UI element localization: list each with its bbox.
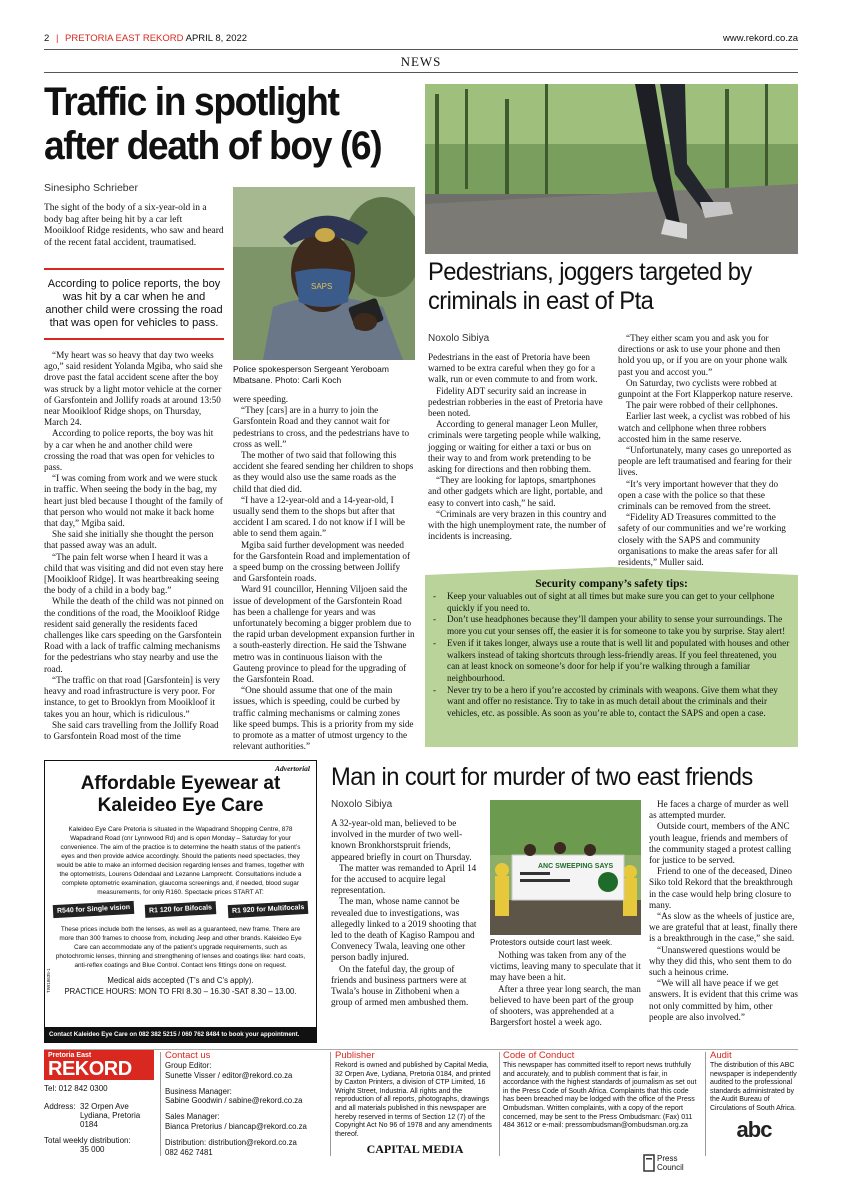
story3-byline: Noxolo Sibiya: [331, 799, 393, 810]
story2-headline: Pedestrians, joggers targeted by criminals in east of Pta: [428, 258, 752, 315]
story1-paragraph: were speeding.: [233, 394, 289, 404]
price-multifocals: R1 920 for Multifocals: [227, 901, 308, 918]
address-line: Lydiana, Pretoria: [80, 1111, 141, 1120]
medical-aid-note: Medical aids accepted (T’s and C’s apply).: [107, 976, 254, 985]
story1-paragraph: Mgiba said further development was needed for the Garsfontein Road and implementation of a speed bump on the crossing between Jollify and Garsfontein roads.: [233, 539, 411, 584]
story1-standfirst: The sight of the body of a six-year-old in a body bag after being hit by a car left Mooikloof Ridge residents, who saw and heard of the recent fatal accident, traumatised.: [44, 203, 224, 248]
story1-paragraph: “The traffic on that road [Garsfontein] is very heavy and road infrastructure is very poor. For instance, to get to Brooklyn from Mooikloof it takes you an hour, which is ridiculous.”: [44, 674, 220, 719]
story3-paragraph: The man, whose name cannot be revealed due to investigations, was allegedly linked to a 2019 shooting that led to the death of Kagiso Rampou and Convenecy Twala, leaving one other person badly injured.: [331, 896, 477, 963]
masthead-region: Pretoria East: [48, 1052, 92, 1059]
address-line: 0184: [80, 1120, 98, 1129]
footer-divider: [330, 1052, 331, 1156]
story2-paragraph: Pedestrians in the east of Pretoria have been warned to be extra careful when they go for a walk, run or even commute to and from work.: [428, 352, 598, 385]
protest-photo-caption: Protestors outside court last week.: [490, 938, 613, 947]
price-badges: [53, 903, 308, 916]
story1-paragraph: She said she initially she thought the person that passed away was an adult.: [44, 529, 214, 551]
story2-paragraph: On Saturday, two cyclists were robbed at gunpoint at the Fort Klapperkop nature reserve.: [618, 377, 793, 400]
story1-paragraph: “One should assume that one of the main issues, which is speeding, could be curbed by traffic calming mechanisms or calming zones like speed bumps. This is a priority from my side to promote as a matter of utmost urgency to the relevant authorities.”: [233, 685, 414, 752]
jogger-image: [425, 84, 798, 254]
story2-column-2: [618, 333, 798, 568]
contact-title: Contact us: [165, 1050, 211, 1061]
story3-paragraph: “We will all have peace if we get answers. It is evident that this crime was not only committed by him, other people are also involved.”: [649, 978, 799, 1022]
protest-banner-text: ANC SWEEPING SAYS: [538, 863, 614, 870]
story1-column-2: [233, 394, 415, 753]
safety-tip: - Keep your valuables out of sight at all times but make sure you can get to your cellphone quickly if you need to.: [433, 591, 775, 613]
safety-tip: - Never try to be a hero if you’re accosted by criminals with weapons. Give them what they want and offer no resistance. Try to take in as much detail about the criminals and their vehicles, etc. as possible. As soon as you’re able to, contact the SAPS and open a case.: [433, 684, 778, 719]
story3-paragraph: The matter was remanded to April 14 for the accused to acquire legal representation.: [331, 862, 477, 896]
story1-paragraph: She said cars travelling from the Jollify Road to Garsfontein Road most of the time: [44, 719, 219, 741]
advert-body-1: Kaleideo Eye Care Pretoria is situated in the Wapadrand Shopping Centre, 878 Wapadrand Road (cnr Lynnwood Rd) and is open Monday – Saturday for your convenience. The aim of the practice is to determine the health status of the patient’s eyes and then provide advice accordingly. Should the patients need spectacles, they would be able to make an informed decision regarding lenses and frames, together with the optometrists, Lourens Odendaal and Lezanne Lamprecht. Consultations include a complete optometric examination, glaucoma screenings and, if needed, blood sugar measurements, for only R160. Spectacle prices START AT:: [56, 826, 305, 896]
press-council-word: Press: [657, 1154, 678, 1163]
page-number: 2: [44, 33, 50, 44]
publisher-text: Rekord is owned and published by Capital Media, 32 Orpen Ave, Lydiana, Pretoria 0184, and printed by Caxton Printers, a division of CTP Limited, 16 Wright Street, Industria. All rights and the reproduction of all reports, photographs, drawings and all materials published in this newspaper are hereby reserved in terms of Section 12 (7) of the Copyright Act No 96 of 1978 and any amendments thereof.: [335, 1062, 492, 1138]
story1-paragraph: “My heart was so heavy that day two weeks ago,” said resident Yolanda Mgiba, who said she drove past the fatal accident scene after the boy was struck by a light motor vehicle at the corner of Garsfontein and Jollify roads at around 13:50 near Mooikloof Ridge shops, on Thursday, March 24.: [44, 350, 223, 428]
story3-paragraph: He faces a charge of murder as well as attempted murder.: [649, 799, 789, 821]
header-separator: |: [55, 33, 59, 44]
protest-photo: [490, 800, 641, 935]
safety-tip-text: Even if it takes longer, always use a route that is well lit and populated with houses and other walkers instead of taking shortcuts through less-friendly areas. If you feel threatened, you can at least knock on someone’s door for help if you’re walking through a familiar neighbourhood.: [447, 637, 790, 683]
story1-pullquote: According to police reports, the boy was hit by a car when he and another child were crossing the road that was open for vehicles to pass.: [45, 278, 223, 329]
advert-side-code: TIW18635-1: [46, 968, 51, 993]
issue-date: APRIL 8, 2022: [185, 33, 248, 44]
pullquote-bottom-rule: [44, 338, 224, 340]
audit-title: Audit: [710, 1050, 732, 1061]
pullquote-top-rule: [44, 268, 224, 270]
story2-paragraph: “Unfortunately, many cases go unreported as people are left traumatised and fearing for their lives.: [618, 445, 792, 478]
police-photo-caption: Police spokesperson Sergeant Yeroboam Mbatsane. Photo: Carli Koch: [233, 364, 389, 385]
contact-line: Group Editor:: [165, 1061, 212, 1070]
story3-paragraph: Outside court, members of the ANC youth league, friends and members of the community staged a protest calling for justice to be served.: [649, 821, 792, 866]
masthead-title: REKORD: [48, 1058, 132, 1080]
header-rule: [44, 49, 798, 50]
footer-telephone: Tel: 012 842 0300: [44, 1084, 108, 1093]
police-photo: [233, 187, 415, 360]
address-label: Address:: [44, 1102, 76, 1111]
story3-paragraph: “As slow as the wheels of justice are, we are grateful that at least, finally there is a breakthrough in the case,” she said.: [649, 911, 798, 944]
footer-masthead: [44, 1050, 156, 1154]
safety-tips-box: [425, 575, 798, 747]
story2-paragraph: Fidelity ADT security said an increase in pedestrian robberies in the east of Pretoria have been noted.: [428, 385, 603, 419]
story1-headline: Traffic in spotlight after death of boy (6): [44, 80, 382, 168]
story3-column-1: [331, 818, 481, 1008]
story3-paragraph: A 32-year-old man, believed to be involved in the murder of two well-known Bronkhorstspruit friends, appeared briefly in court on Thursday.: [331, 818, 472, 862]
abc-logo: abc: [736, 1116, 772, 1142]
advert-contact-bar[interactable]: Contact Kaleideo Eye Care on 082 382 5215 / 060 762 8484 to book your appointment.: [45, 1027, 316, 1042]
footer-divider: [499, 1052, 500, 1156]
press-council-icon: [643, 1154, 655, 1172]
tips-box-notch: [425, 567, 798, 575]
advert-body-2: These prices include both the lenses, as well as a guaranteed, new frame. There are more than 300 frames to choose from, including Jeep and other brands. Kaleideo Eye Care can accommodate any of the patient’s upgrade requirements, such as photochromic lenses, thinning and strengthening of lenses and coatings like: hard coats, anti-reflex coatings and Blue Control. Contact lens fittings done on request.: [55, 926, 306, 969]
safety-tips-title: Security company’s safety tips:: [535, 578, 688, 590]
price-bifocals: R1 120 for Bifocals: [145, 901, 217, 918]
story2-byline: Noxolo Sibiya: [428, 333, 490, 344]
contact-line[interactable]: Bianca Pretorius / biancap@rekord.co.za: [165, 1121, 307, 1131]
story3-paragraph: After a three year long search, the man believed to have been part of the group of shooters, was apprehended at a Bargersfort hostel a week ago.: [490, 983, 641, 1028]
contact-line: Sales Manager:: [165, 1112, 220, 1122]
contact-line[interactable]: Sunette Visser / editor@rekord.co.za: [165, 1070, 293, 1080]
press-council-word: Council: [657, 1163, 684, 1172]
jogger-photo: [425, 84, 798, 254]
footer-publisher: [335, 1050, 495, 1157]
safety-tip-text: Never try to be a hero if you’re accosted by criminals with weapons. Give them what they want and offer no resistance. Try to take in as much detail about the criminals and their vehicles, etc. as possible. As soon as you’re able to, contact the SAPS and open a case.: [447, 684, 778, 719]
story1-byline: Sinesipho Schrieber: [44, 182, 138, 194]
practice-hours: PRACTICE HOURS: MON TO FRI 8.30 – 16.30 -SAT 8.30 – 13.00.: [64, 987, 297, 996]
saps-mask-text: SAPS: [311, 282, 333, 291]
story3-paragraph: Friend to one of the deceased, Dineo Siko told Rekord that the breakthrough in the case would help bring closure to many.: [649, 866, 793, 910]
footer-contact: [165, 1050, 325, 1157]
protest-image: [490, 800, 641, 935]
story3-paragraph: On the fateful day, the group of friends and business partners were at Twala’s house in Zithobeni when a group of armed men ambushed them.: [331, 963, 469, 1008]
footer-divider: [160, 1052, 161, 1156]
press-council-logo: [643, 1154, 684, 1172]
story2-paragraph: According to general manager Leon Muller, criminals were targeting people while walking, jogging or waiting for either a taxi or bus on their way to and from work pretending to be asking for directions and then robbing them.: [428, 419, 601, 475]
police-spokesperson-image: [233, 187, 415, 360]
story3-column-2: [490, 950, 641, 1028]
story1-paragraph: “The pain felt worse when I heard it was a child that was visiting and did not even stay here [Mooikloof Ridge]. It was heartbreaking seeing the body of a child in a body bag.”: [44, 551, 224, 596]
distribution-value: 35 000: [80, 1145, 105, 1154]
safety-tip: - Even if it takes longer, always use a route that is well lit and populated with houses and other walkers instead of taking shortcuts through less-friendly areas. If you feel threatened, you can at least knock on someone’s door for help if you’re walking through a familiar neighbourhood.: [433, 637, 790, 683]
distribution-label: Total weekly distribution:: [44, 1136, 131, 1145]
contact-line[interactable]: Distribution: distribution@rekord.co.za: [165, 1137, 297, 1147]
footer-audit: [710, 1050, 798, 1143]
footer-code-of-conduct: [503, 1050, 699, 1172]
story1-paragraph: “They [cars] are in a hurry to join the Garsfontein Road and they cannot wait for pedestrians to cross, and the pedestrians have to cross as well.”: [233, 405, 410, 449]
code-title: Code of Conduct: [503, 1050, 575, 1061]
story1-paragraph: “I was coming from work and we were stuck in traffic. When seeing the body in the bag, my heart just bled because I thought of the family of that person who would not make it back home that day,” Mgiba said.: [44, 473, 223, 529]
publication-name: PRETORIA EAST REKORD: [65, 33, 184, 44]
story3-paragraph: Nothing was taken from any of the victims, leaving many to speculate that it may have been a hit.: [490, 950, 641, 983]
safety-tip-text: Keep your valuables out of sight at all times but make sure you can get to your cellphone quickly if you need to.: [447, 591, 775, 613]
contact-line: Business Manager:: [165, 1086, 232, 1096]
masthead-logo: [44, 1050, 154, 1080]
safety-tip: - Don’t use headphones because they’ll dampen your ability to sense your surroundings. The more you cut your senses off, the easier it is for someone to take you by surprise. Stay alert!: [433, 614, 786, 637]
story2-paragraph: “Fidelity AD Treasures committed to the safety of our communities and we’re working closely with the SAPS and community organisations to make the areas safer for all residents,” Muller said.: [618, 512, 786, 568]
footer-address: [44, 1102, 156, 1129]
story1-paragraph: “I have a 12-year-old and a 14-year-old, I usually send them to the shops but after that accident I am scared. I do not know if I will be able to send them again.”: [233, 494, 405, 539]
story2-column-1: [428, 352, 608, 542]
story1-paragraph: While the death of the child was not pinned on the conditions of the road, the Mooikloof Ridge resident said generally the residents faced challenges like cars speeding on the Garsfontein Road with a lack of traffic calming mechanisms for the pedestrians who stay nearby and use the road.: [44, 596, 224, 674]
section-rule: [44, 72, 798, 73]
audit-text: The distribution of this ABC newspaper is independently audited to the professional standards administrated by the Audit Bureau of Circulations of South Africa.: [710, 1062, 797, 1112]
section-label: NEWS: [400, 54, 442, 69]
address-line: 32 Orpen Ave: [80, 1102, 129, 1111]
story1-paragraph: According to police reports, the boy was hit by a car when he and another child were crossing the road that was open for vehicles to pass.: [44, 428, 215, 473]
contact-line[interactable]: Sabine Goodwin / sabine@rekord.co.za: [165, 1096, 303, 1106]
story1-column-1: [44, 350, 224, 742]
story3-column-3: [649, 799, 798, 1023]
publisher-title: Publisher: [335, 1050, 375, 1061]
price-single-vision: R540 for Single vision: [53, 901, 135, 918]
safety-tips-list: [425, 590, 798, 720]
advert-title: Affordable Eyewear at Kaleideo Eye Care: [80, 773, 281, 816]
advertorial-tag: Advertorial: [275, 764, 310, 773]
eyewear-advert[interactable]: [44, 760, 317, 1043]
story3-headline: Man in court for murder of two east friends: [331, 763, 753, 791]
story2-paragraph: “It’s very important however that they do open a case with the police so that these criminals can be removed from the street.: [618, 478, 779, 512]
story1-paragraph: The mother of two said that following this accident she feared sending her children to shops as they would also use the same roads as the child that died did.: [233, 450, 414, 494]
story3-paragraph: “Unanswered questions would be why they did this, who sent them to do such a heinous crime.: [649, 944, 792, 978]
contact-line: 082 462 7481: [165, 1147, 213, 1157]
capital-media-logo: CAPITAL MEDIA: [366, 1142, 464, 1157]
story1-paragraph: Ward 91 councillor, Henning Viljoen said the issue of development of the Garsfontein Road has been a challenge for years and was unfortunately becoming a bigger problem due to the rapid urban development expansion further in a south-easterly direction. He said the Tshwane metro was in continuous liaison with the Gauteng province to plead for the upgrading of the Garsfontein Road.: [233, 584, 415, 685]
story2-paragraph: Earlier last week, a cyclist was robbed of his watch and cellphone when three robbers accosted him in the same reserve.: [618, 411, 791, 444]
story2-paragraph: “Criminals are very brazen in this country and with the high unemployment rate, the number of incidents is increasing.: [428, 508, 607, 542]
code-text: This newspaper has committed itself to report news truthfully and accurately, and to publish comment that is fair, in accordance with the highest standards of journalism as set out in the Press Code of South Africa. Complaints that this code has been breached may be lodged with the office of the Press Ombudsman. Written complaints, with a copy of the report concerned, may be sent to the Press Ombudsman: (Fax) 011 484 3612 or e-mail: pressombudsman@ombudsman.org.za: [503, 1062, 697, 1130]
footer-divider: [705, 1052, 706, 1156]
story2-paragraph: The pair were robbed of their cellphones.: [626, 400, 778, 411]
story2-paragraph: “They either scam you and ask you for directions or ask to use your phone and then hold you up, or if you are on your phone walk past you and accost you.”: [618, 333, 788, 377]
website-url[interactable]: www.rekord.co.za: [723, 33, 798, 44]
page-header: [44, 33, 798, 47]
safety-tip-text: Don’t use headphones because they’ll dampen your ability to sense your surroundings. The more you cut your senses off, the easier it is for someone to take you by surprise. Stay alert!: [447, 614, 786, 637]
story2-paragraph: “They are looking for laptops, smartphones and other gadgets which are light, portable, and easy to convert into cash,” he said.: [428, 475, 603, 508]
